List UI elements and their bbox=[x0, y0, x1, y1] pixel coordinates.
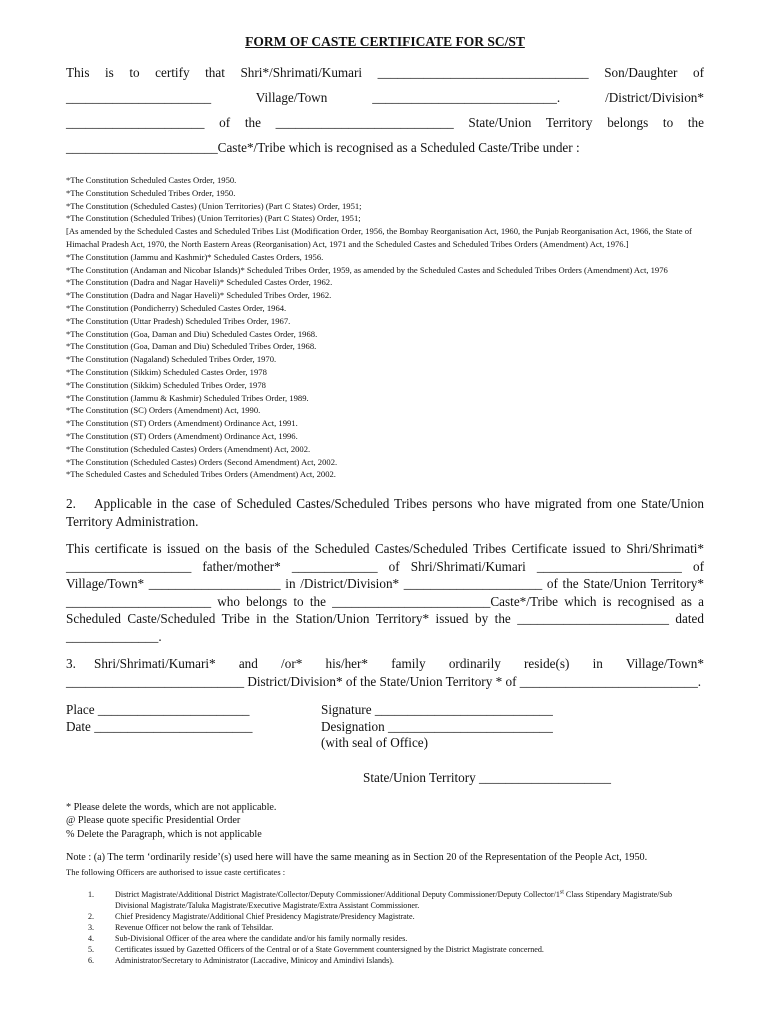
certify-line-2: ______________________ Village/Town ____________________________. /District/Division* bbox=[66, 90, 704, 105]
footnote: * Please delete the words, which are not applicable. bbox=[66, 801, 277, 813]
order-item: *The Constitution (Sikkim) Scheduled Tribes Order, 1978 bbox=[66, 379, 266, 390]
section-2-heading bbox=[66, 495, 704, 530]
signature-field: Signature ___________________________ bbox=[321, 702, 553, 718]
certify-line-3: _____________________ of the ___________________________ State/Union Territory belongs to the bbox=[66, 115, 704, 130]
officer-item: 1. District Magistrate/Additional District Magistrate/Collector/Deputy Commissioner/Additional Deputy Commissioner/Deputy Collector/1st Class Stipendary Magistrate/Sub Divisional Magistrate/Taluka Magistrate/Executive Magistrate/Extra Assistant Commissioner. bbox=[88, 888, 673, 910]
place-field: Place _______________________ bbox=[66, 702, 250, 718]
officer-item: 5. Certificates issued by Gazetted Officers of the Central or of a State Government countersigned by the District Magistrate concerned. bbox=[88, 944, 544, 954]
ordinarily-reside-note: Note : (a) The term ‘ordinarily reside’(s) used here will have the same meaning as in Section 20 of the Representation of the People Act, 1950. bbox=[66, 852, 648, 864]
order-item: *The Constitution Scheduled Castes Order, 1950. bbox=[66, 175, 237, 185]
footnote: @ Please quote specific Presidential Order bbox=[66, 815, 241, 827]
section-3-text: Shri/Shrimati/Kumari* and /or* his/her* family ordinarily reside(s) in Village/Town* ___________________________ District/Division* of the State/Union Territory * of ___________________________. bbox=[66, 656, 704, 689]
caste-certificate-form bbox=[66, 34, 704, 974]
officer-item: 3. Revenue Officer not below the rank of Tehsildar. bbox=[88, 922, 274, 932]
order-item: *The Constitution (Pondicherry) Scheduled Castes Order, 1964. bbox=[66, 302, 287, 313]
order-item: *The Constitution Scheduled Tribes Order, 1950. bbox=[66, 187, 236, 198]
order-item: *The Constitution (Uttar Pradesh) Scheduled Tribes Order, 1967. bbox=[66, 315, 291, 326]
order-item: *The Constitution (Goa, Daman and Diu) Scheduled Tribes Order, 1968. bbox=[66, 341, 317, 352]
order-item: *The Constitution (Goa, Daman and Diu) Scheduled Castes Order, 1968. bbox=[66, 328, 318, 339]
section-2-body: This certificate is issued on the basis of the Scheduled Castes/Scheduled Tribes Certificate issued to Shri/Shrimati* ___________________ father/mother* _____________ of Shri/Shrimati/Kumari ______________________ of Village/Town* ____________________ in /District/Division* _____________________ of the State/Union Territory* ______________________ who belongs to the ________________________Caste*/Tribe which is recognised as a Scheduled Caste/Scheduled Tribe in the Station/Union Territory* issued by the _______________________ dated ______________. bbox=[66, 541, 704, 644]
order-item: *The Constitution (Scheduled Castes) (Union Territories) (Part C States) Order, 1951; bbox=[66, 200, 362, 211]
order-item: *The Constitution (Dadra and Nagar Haveli)* Scheduled Tribes Order, 1962. bbox=[66, 290, 332, 301]
section-3 bbox=[66, 655, 704, 690]
designation-field: Designation _________________________ bbox=[321, 718, 553, 734]
section-2-heading-text: Applicable in the case of Scheduled Castes/Scheduled Tribes persons who have migrated from one State/Union Territory Administration. bbox=[66, 496, 704, 529]
certify-line-4: _______________________Caste*/Tribe which is recognised as a Scheduled Caste/Tribe under : bbox=[66, 140, 580, 155]
presidential-orders-list bbox=[66, 174, 704, 481]
order-item: *The Constitution (Nagaland) Scheduled Tribes Order, 1970. bbox=[66, 354, 277, 365]
footnotes bbox=[66, 801, 704, 842]
order-item: *The Constitution (Andaman and Nicobar Islands)* Scheduled Tribes Order, 1959, as amended by the Scheduled Castes and Scheduled Tribes Orders (Amendment) Act, 1976 bbox=[66, 264, 668, 275]
signature-block bbox=[66, 702, 704, 752]
section-2-number: 2. bbox=[66, 496, 76, 512]
officer-item: 6. Administrator/Secretary to Administrator (Laccadive, Minicoy and Amindivi Islands). bbox=[88, 955, 394, 965]
certify-line-1: This is to certify that Shri*/Shrimati/Kumari ________________________________ Son/Daughter of bbox=[66, 65, 704, 80]
seal-note: (with seal of Office) bbox=[321, 735, 429, 751]
officer-item: 4. Sub-Divisional Officer of the area where the candidate and/or his family normally resides. bbox=[88, 933, 408, 943]
state-territory-field: State/Union Territory ____________________ bbox=[363, 769, 611, 785]
order-item: *The Constitution (Scheduled Castes) Orders (Amendment) Act, 2002. bbox=[66, 443, 311, 454]
date-field: Date ________________________ bbox=[66, 718, 253, 734]
officers-list bbox=[66, 889, 704, 966]
order-item: *The Constitution (Scheduled Tribes) (Union Territories) (Part C States) Order, 1951; bbox=[66, 213, 361, 224]
order-item: *The Constitution (SC) Orders (Amendment) Act, 1990. bbox=[66, 405, 261, 416]
officers-heading: The following Officers are authorised to issue caste certificates : bbox=[66, 866, 286, 877]
section-3-number: 3. bbox=[66, 656, 76, 672]
order-item: *The Constitution (Jammu & Kashmir) Scheduled Tribes Order, 1989. bbox=[66, 392, 309, 403]
form-title: FORM OF CASTE CERTIFICATE FOR SC/ST bbox=[245, 34, 525, 49]
order-item: *The Scheduled Castes and Scheduled Tribes Orders (Amendment) Act, 2002. bbox=[66, 469, 336, 480]
order-item: *The Constitution (Dadra and Nagar Haveli)* Scheduled Castes Order, 1962. bbox=[66, 277, 333, 288]
order-item: *The Constitution (ST) Orders (Amendment) Ordinance Act, 1996. bbox=[66, 430, 298, 441]
order-item: [As amended by the Scheduled Castes and Scheduled Tribes List (Modification Order, 1956, the Bombay Reorganisation Act, 1960, the Punjab Reorganisation Act, 1966, the State of Himachal Pradesh Act, 1970, the North Eastern Areas (Reorganisation) Act, 1971 and the Scheduled Castes and Scheduled Tribes Orders (Amendment) Act, 1976.] bbox=[66, 226, 692, 249]
officer-item: 2. Chief Presidency Magistrate/Additional Chief Presidency Magistrate/Presidency Magistrate. bbox=[88, 911, 415, 921]
footnote: % Delete the Paragraph, which is not applicable bbox=[66, 828, 262, 840]
order-item: *The Constitution (Scheduled Castes) Orders (Second Amendment) Act, 2002. bbox=[66, 456, 338, 467]
order-item: *The Constitution (Sikkim) Scheduled Castes Order, 1978 bbox=[66, 366, 267, 377]
order-item: *The Constitution (Jammu and Kashmir)* Scheduled Castes Orders, 1956. bbox=[66, 251, 324, 262]
order-item: *The Constitution (ST) Orders (Amendment) Ordinance Act, 1991. bbox=[66, 418, 298, 429]
